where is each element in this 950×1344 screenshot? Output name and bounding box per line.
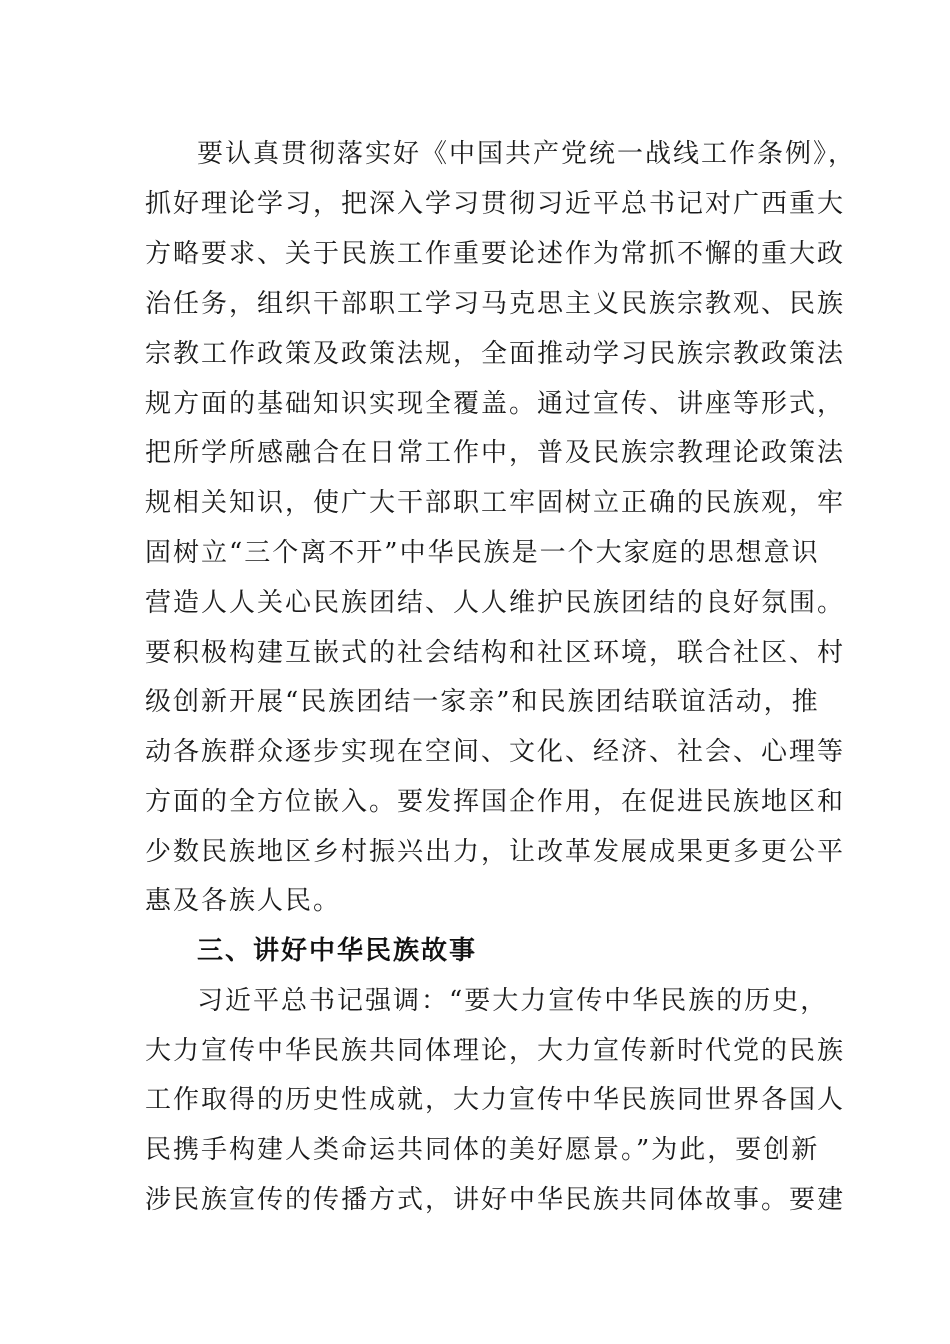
paragraph-2-line-4: 民携手构建人类命运共同体的美好愿景。”为此，要创新: [145, 1135, 820, 1165]
paragraph-1-line-14: 方面的全方位嵌入。要发挥国企作用，在促进民族地区和: [145, 787, 846, 817]
paragraph-1-line-8: 规相关知识，使广大干部职工牢固树立正确的民族观，牢: [145, 488, 846, 518]
paragraph-1-line-4: 治任务，组织干部职工学习马克思主义民族宗教观、民族: [145, 289, 846, 319]
paragraph-1-line-2: 抓好理论学习，把深入学习贯彻习近平总书记对广西重大: [145, 189, 846, 219]
paragraph-1-line-6: 规方面的基础知识实现全覆盖。通过宣传、讲座等形式，: [145, 389, 846, 419]
paragraph-2-line-1: 习近平总书记强调：“要大力宣传中华民族的历史，: [197, 986, 829, 1016]
paragraph-1-line-16: 惠及各族人民。: [145, 886, 342, 916]
section-heading: 三、讲好中华民族故事: [197, 936, 478, 966]
paragraph-1-line-1: 要认真贯彻落实好《中国共产党统一战线工作条例》，: [197, 139, 857, 169]
paragraph-2-line-2: 大力宣传中华民族共同体理论，大力宣传新时代党的民族: [145, 1036, 846, 1066]
paragraph-1-line-10: 营造人人关心民族团结、人人维护民族团结的良好氛围。: [145, 588, 846, 618]
paragraph-1-line-9: 固树立“三个离不开”中华民族是一个大家庭的思想意识: [145, 538, 820, 568]
paragraph-2-line-3: 工作取得的历史性成就，大力宣传中华民族同世界各国人: [145, 1085, 846, 1115]
paragraph-1-line-11: 要积极构建互嵌式的社会结构和社区环境，联合社区、村: [145, 638, 846, 668]
paragraph-1-line-12: 级创新开展“民族团结一家亲”和民族团结联谊活动，推: [145, 687, 820, 717]
paragraph-1-line-15: 少数民族地区乡村振兴出力，让改革发展成果更多更公平: [145, 837, 846, 867]
paragraph-2-line-5: 涉民族宣传的传播方式，讲好中华民族共同体故事。要建: [145, 1185, 846, 1215]
paragraph-1-line-3: 方略要求、关于民族工作重要论述作为常抓不懈的重大政: [145, 239, 846, 269]
paragraph-1-line-13: 动各族群众逐步实现在空间、文化、经济、社会、心理等: [145, 737, 846, 767]
paragraph-1-line-7: 把所学所感融合在日常工作中，普及民族宗教理论政策法: [145, 438, 846, 468]
paragraph-1-line-5: 宗教工作政策及政策法规，全面推动学习民族宗教政策法: [145, 339, 846, 369]
